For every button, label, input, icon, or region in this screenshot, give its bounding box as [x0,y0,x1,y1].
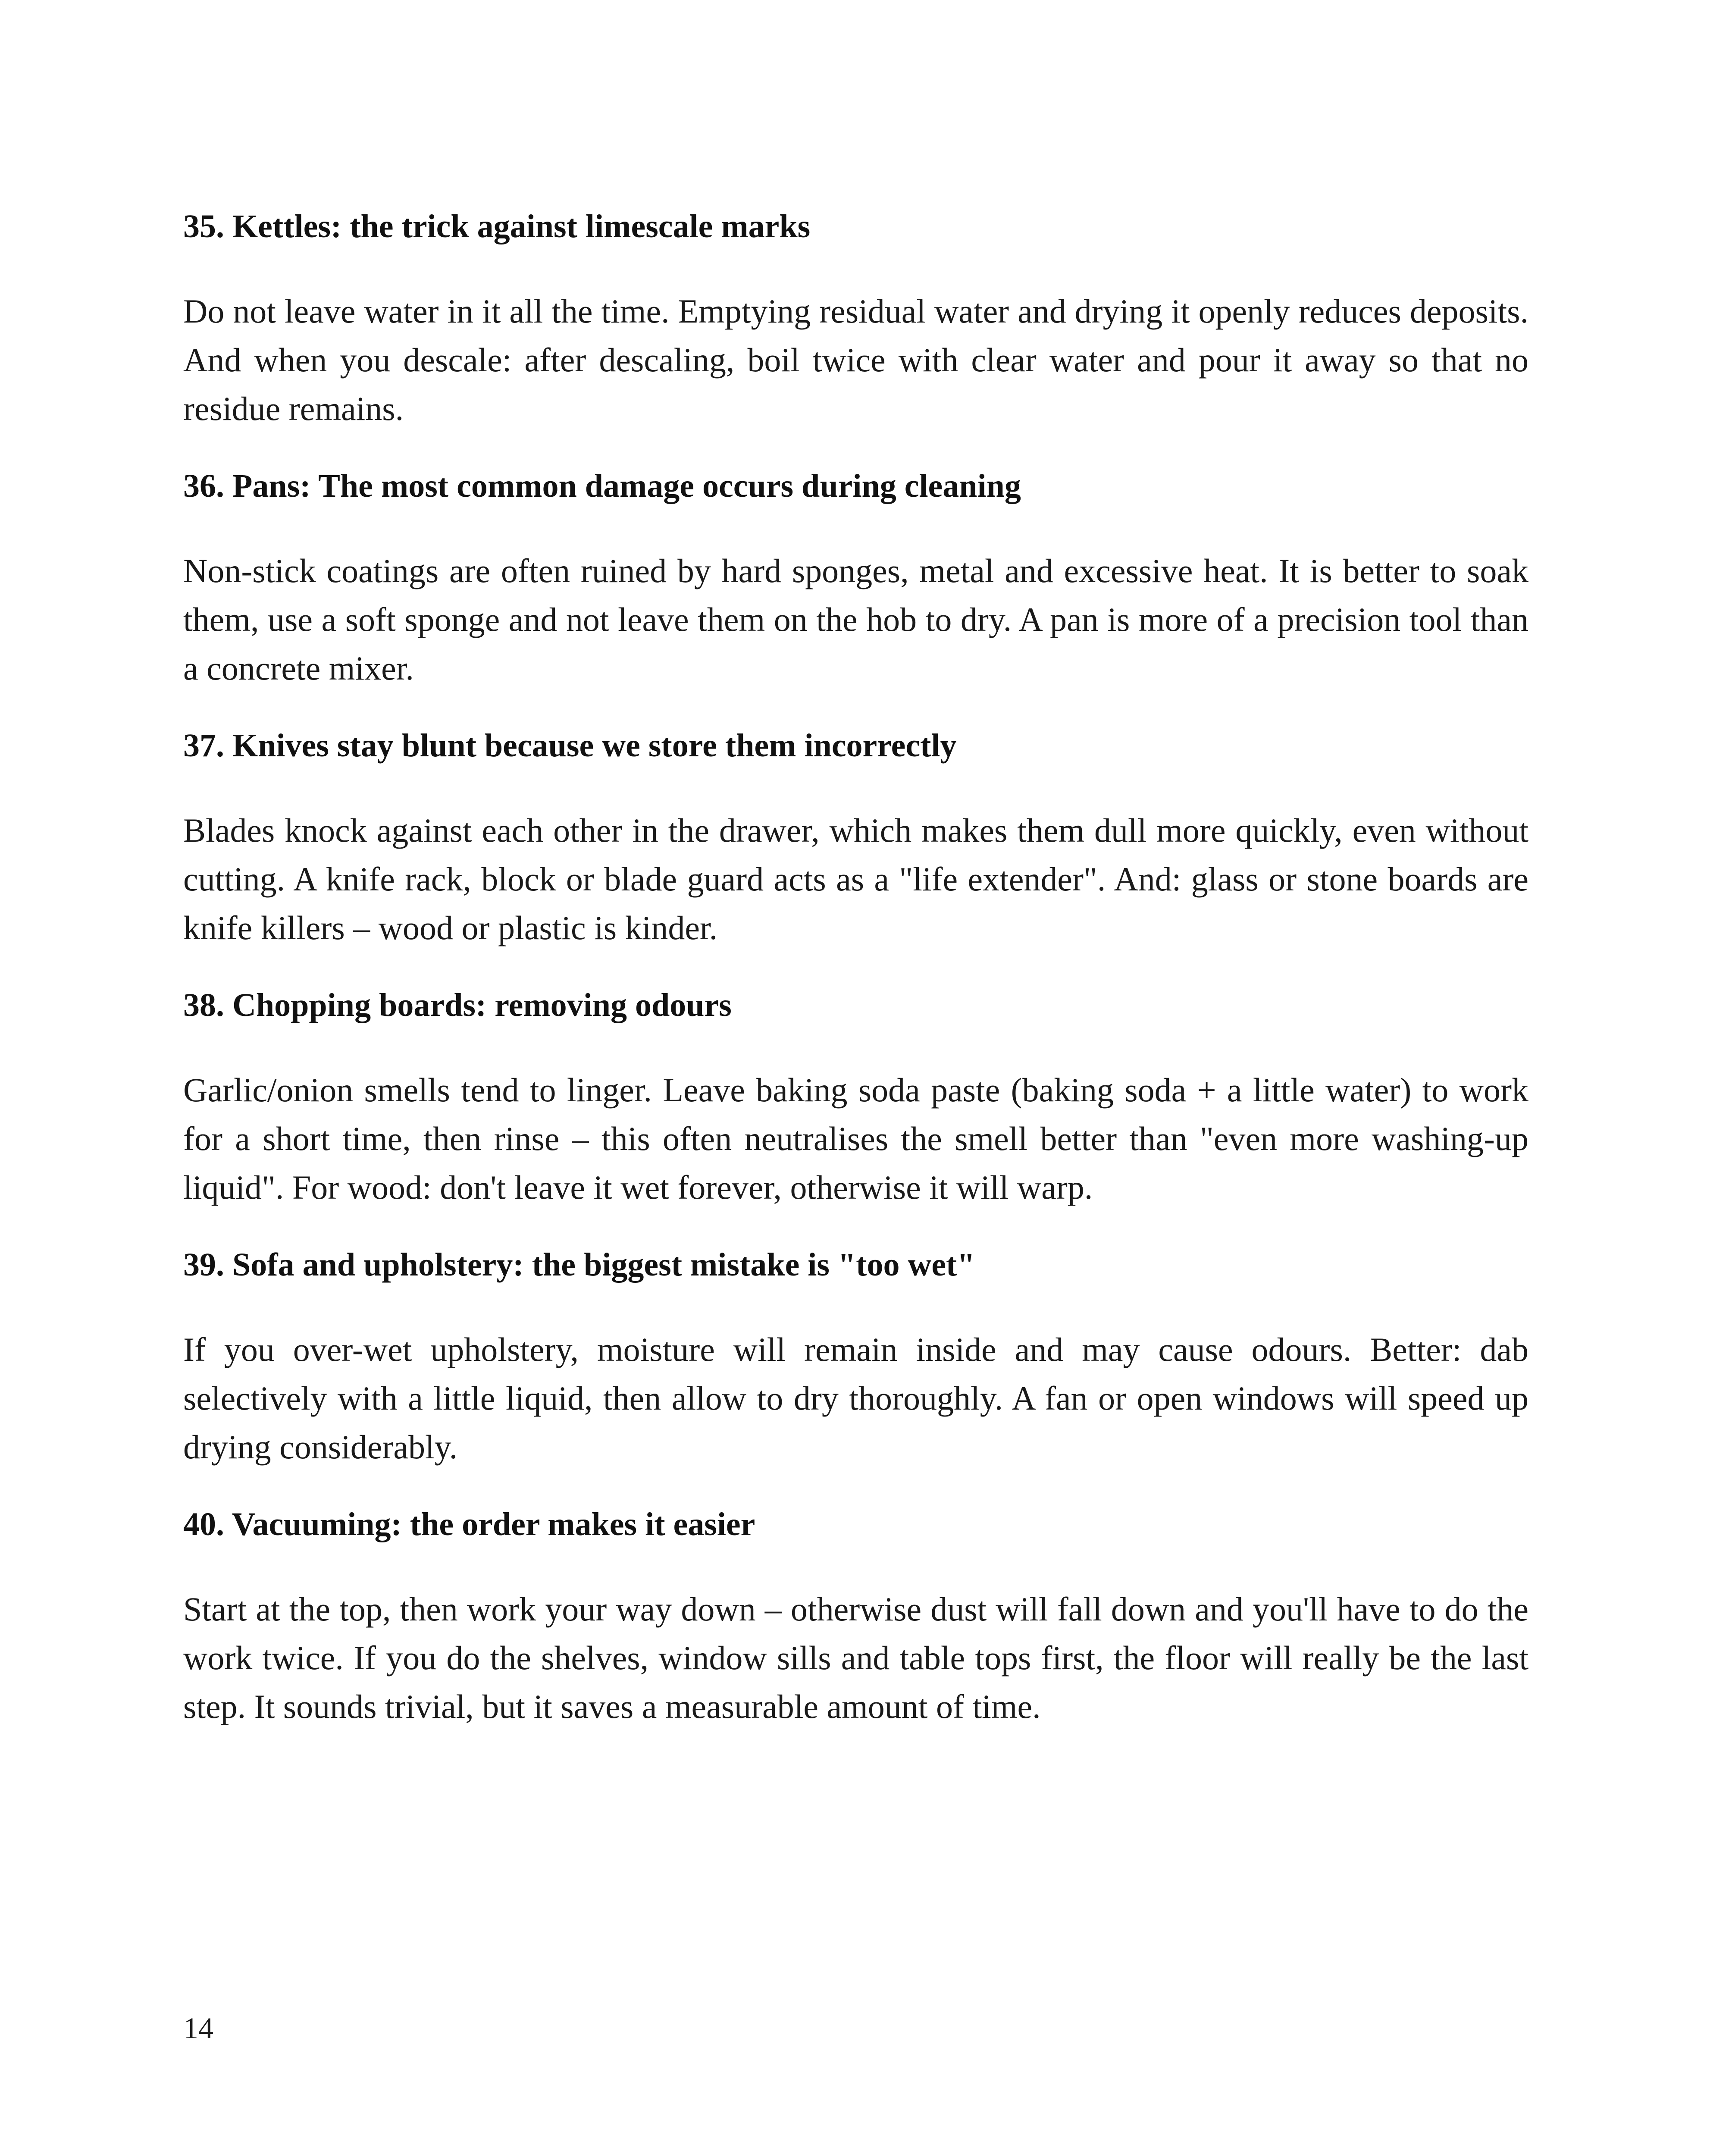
section-paragraph: Do not leave water in it all the time. Emptying residual water and drying it openly reduces deposits. And when you descale: after descaling, boil twice with clear water and pour it away so that no residue remains. [183,292,1528,427]
section-heading: 38. Chopping boards: removing odours [183,987,732,1023]
section-paragraph: Garlic/onion smells tend to linger. Leave baking soda paste (baking soda + a little water) to work for a short time, then rinse – this often neutralises the smell better than "even more washing-up liquid". For wood: don't leave it wet forever, otherwise it will warp. [183,1071,1528,1206]
section-36-pans [183,462,1528,693]
section-heading: 40. Vacuuming: the order makes it easier [183,1506,755,1542]
section-paragraph: Start at the top, then work your way down – otherwise dust will fall down and you'll have to do the work twice. If you do the shelves, window sills and table tops first, the floor will really be the last step. It sounds trivial, but it saves a measurable amount of time. [183,1590,1528,1725]
section-38-chopping-boards [183,981,1528,1212]
section-paragraph: Blades knock against each other in the drawer, which makes them dull more quickly, even without cutting. A knife rack, block or blade guard acts as a "life extender". And: glass or stone boards are knife killers – wood or plastic is kinder. [183,812,1528,946]
section-heading: 35. Kettles: the trick against limescale marks [183,208,811,244]
section-paragraph: If you over-wet upholstery, moisture will remain inside and may cause odours. Better: dab selectively with a little liquid, then allow to dry thoroughly. A fan or open windows will speed up drying considerably. [183,1331,1528,1466]
section-heading: 39. Sofa and upholstery: the biggest mistake is "too wet" [183,1247,975,1283]
page-number: 14 [183,2012,213,2045]
section-35-kettles [183,203,1528,433]
section-heading: 36. Pans: The most common damage occurs during cleaning [183,468,1021,504]
section-37-knives [183,722,1528,952]
section-40-vacuuming [183,1501,1528,1731]
section-heading: 37. Knives stay blunt because we store them incorrectly [183,727,957,764]
section-39-sofa-upholstery [183,1241,1528,1471]
page-content [183,203,1528,1760]
section-paragraph: Non-stick coatings are often ruined by hard sponges, metal and excessive heat. It is better to soak them, use a soft sponge and not leave them on the hob to dry. A pan is more of a precision tool than a concrete mixer. [183,552,1528,687]
